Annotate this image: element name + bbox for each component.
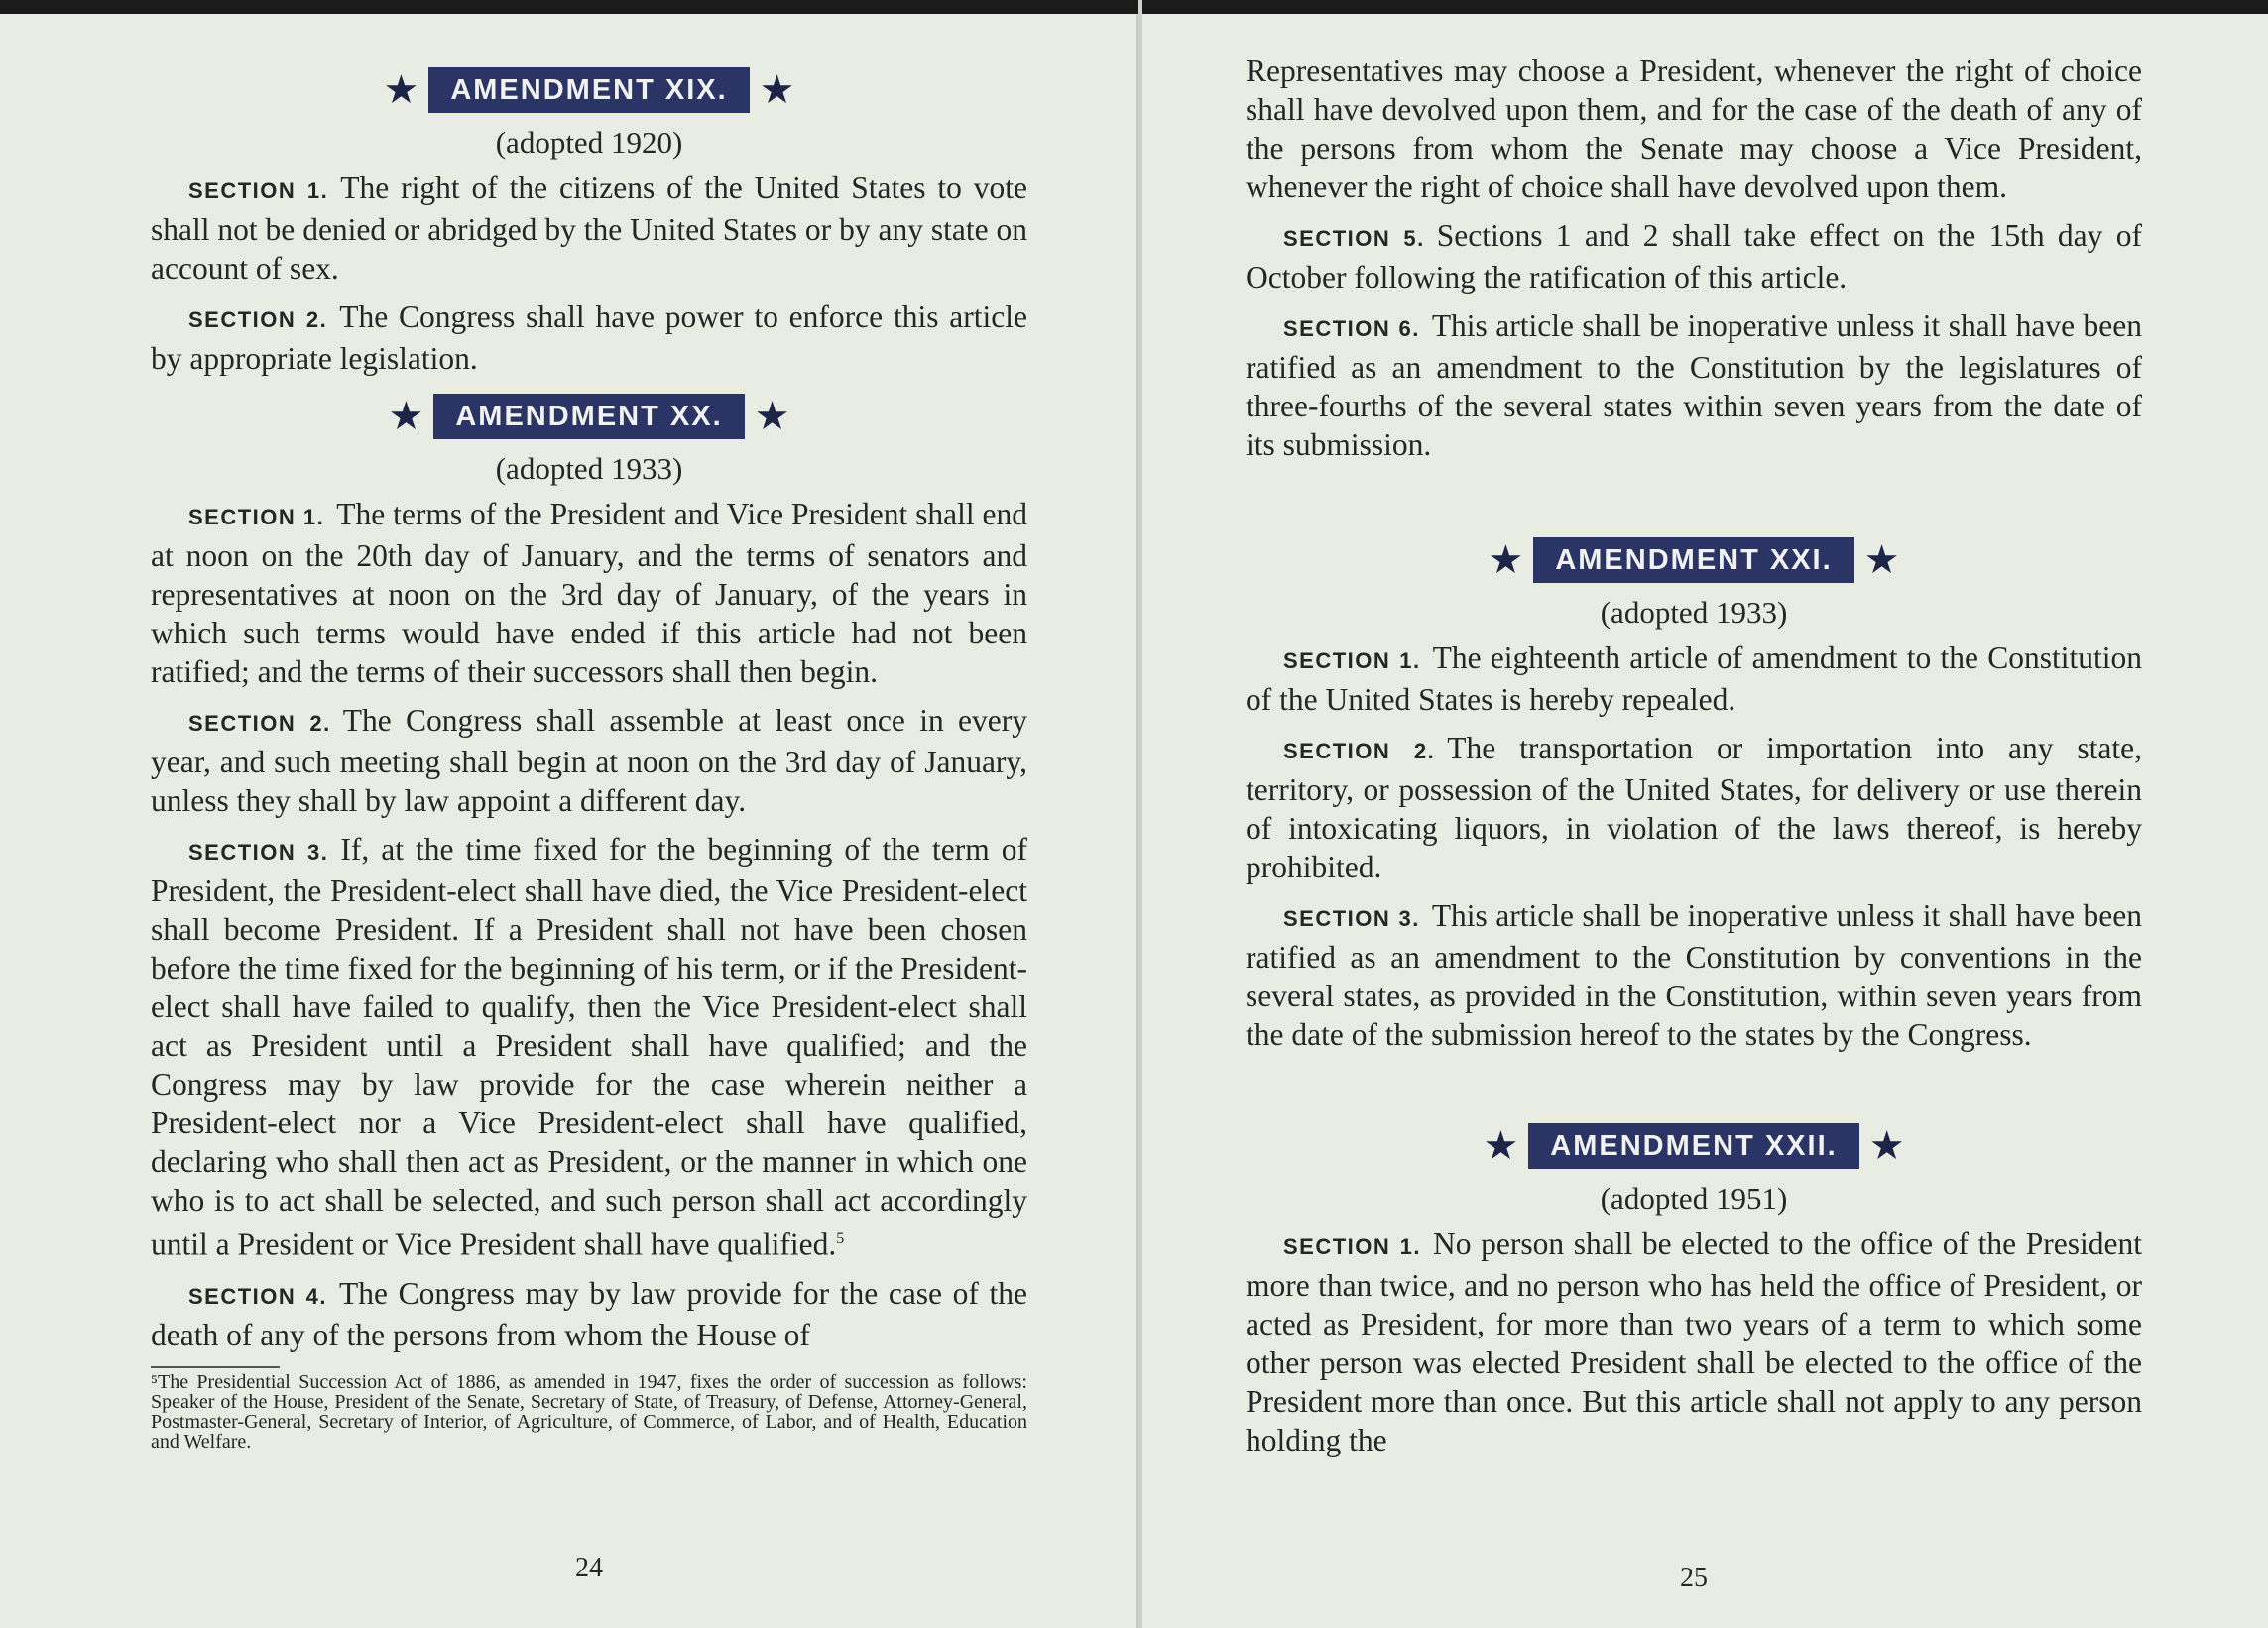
section-label: SECTION 1. (188, 505, 325, 529)
adopted-date: (adopted 1933) (495, 451, 683, 486)
section-text: This article shall be inoperative unless it shall have been ratified as an amendment to the Constitution by conventions in the several states, as provided in the Constitution, within seven years from the date of the submission hereof to the states by the Congress. (1246, 898, 2142, 1052)
page-number: 24 (575, 1553, 603, 1583)
section-label: SECTION 2. (1283, 739, 1436, 763)
section-paragraph (1246, 729, 2142, 886)
amendment-20 (151, 388, 1027, 487)
amendment-21 (1246, 531, 2142, 631)
adopted-date: (adopted 1920) (495, 125, 683, 160)
star-icon: ★ (1863, 537, 1900, 583)
right-column (1246, 52, 2142, 1469)
star-icon: ★ (1488, 537, 1524, 583)
spacer (1246, 474, 2142, 531)
section-paragraph (1246, 1224, 2142, 1459)
right-page (1142, 14, 2268, 1628)
left-page (0, 14, 1138, 1628)
section-label: SECTION 3. (1283, 906, 1420, 931)
footnote: ⁵The Presidential Succession Act of 1886, as amended in 1947, fixes the order of succession as follows: Speaker of the House, President of the Senate, Secretary of State, of Treasury, of Defense, Attorney-General, Postmaster-General, Secretary of Interior, of Agriculture, of Commerce, of Labor, and of Health, Education and Welfare. (151, 1370, 1027, 1453)
amendment-header (1246, 531, 2142, 589)
section-text: No person shall be elected to the office of the President more than twice, and no person who has held the office of President, or acted as President, for more than two years of a term to which some other person was elected President shall be elected to the office of the President more than once. But this article shall not apply to any person holding the (1246, 1226, 2143, 1457)
star-icon: ★ (1483, 1123, 1519, 1169)
adopted-date: (adopted 1933) (1600, 595, 1788, 630)
amendment-header (151, 61, 1027, 119)
star-icon: ★ (759, 67, 795, 113)
section-label: SECTION 6. (1283, 316, 1420, 341)
section-label: SECTION 3. (188, 840, 329, 865)
amendment-22 (1246, 1117, 2142, 1217)
section-text: The Congress shall have power to enforce this article by appropriate legislation. (151, 299, 1027, 376)
section-text: The Congress may by law provide for the case of the death of any of the persons from whom the House of (151, 1275, 1028, 1352)
adopted-date: (adopted 1951) (1600, 1181, 1788, 1216)
section-paragraph (1246, 216, 2142, 296)
section-paragraph (151, 1274, 1027, 1354)
amendment-title: AMENDMENT XXII. (1528, 1123, 1858, 1169)
section-paragraph (151, 297, 1027, 378)
section-paragraph (151, 169, 1027, 288)
section-label: SECTION 1. (188, 178, 329, 203)
section-paragraph (151, 495, 1027, 691)
continuation-paragraph: Representatives may choose a President, whenever the right of choice shall have devolved upon them, and for the case of the death of any of the persons from whom the Senate may choose a Vice President, whenever the right of choice shall have devolved upon them. (1246, 54, 2142, 204)
page-number: 25 (1680, 1563, 1708, 1593)
section-label: SECTION 1. (1283, 1234, 1422, 1259)
footnote-divider (151, 1366, 280, 1368)
section-paragraph (1246, 306, 2142, 464)
section-text: This article shall be inoperative unless it shall have been ratified as an amendment to the Constitution by the legislatures of three-fourths of the several states within seven years from the date of its submission. (1246, 308, 2142, 462)
amendment-title: AMENDMENT XIX. (428, 67, 749, 113)
section-label: SECTION 2. (188, 307, 328, 332)
amendment-title: AMENDMENT XX. (433, 394, 744, 439)
section-text: The Congress shall assemble at least once in every year, and such meeting shall begin at noon on the 3rd day of January, unless they shall by law appoint a different day. (151, 703, 1027, 818)
section-paragraph (1246, 896, 2142, 1054)
star-icon: ★ (388, 394, 424, 439)
section-label: SECTION 1. (1283, 648, 1421, 673)
amendment-19 (151, 61, 1027, 161)
section-label: SECTION 2. (188, 711, 331, 736)
star-icon: ★ (754, 394, 790, 439)
section-text: If, at the time fixed for the beginning of the term of President, the President-elect shall have died, the Vice President-elect shall become President. If a President shall not have been chosen before the time fixed for the beginning of his term, or if the President-elect shall have failed to qualify, then the Vice President-elect shall act as President until a President shall have qualified; and the Congress may by law provide for the case wherein neither a President-elect nor a Vice President-elect shall have qualified, declaring who shall then act as President, or the manner in which one who is to act shall be selected, and such person shall act accordingly until a President or Vice President shall have qualified. (151, 832, 1027, 1262)
section-text: The right of the citizens of the United States to vote shall not be denied or abridged by the United States or by any state on account of sex. (151, 171, 1027, 286)
section-text: Sections 1 and 2 shall take effect on the 15th day of October following the ratification of this article. (1246, 218, 2142, 294)
section-paragraph (151, 701, 1027, 820)
section-text: The transportation or importation into any state, territory, or possession of the United States, for delivery or use therein of intoxicating liquors, in violation of the laws thereof, is hereby prohibited. (1246, 731, 2143, 884)
section-paragraph (151, 830, 1027, 1264)
section-paragraph (1246, 639, 2142, 719)
star-icon: ★ (383, 67, 419, 113)
amendment-header (1246, 1117, 2142, 1175)
section-text: The terms of the President and Vice President shall end at noon on the 20th day of January, and the terms of senators and representatives at noon on the 3rd day of January, of the years in which such terms would have ended if this article had not been ratified; and the terms of their successors shall then begin. (151, 497, 1027, 689)
section-label: SECTION 4. (188, 1283, 327, 1309)
section-text: The eighteenth article of amendment to the Constitution of the United States is hereby repealed. (1246, 640, 2143, 717)
star-icon: ★ (1868, 1123, 1905, 1169)
amendment-title: AMENDMENT XXI. (1533, 537, 1853, 583)
footnote-ref: 5 (836, 1230, 845, 1247)
section-label: SECTION 5. (1283, 226, 1425, 251)
spacer (1246, 1064, 2142, 1117)
left-column (151, 61, 1027, 1452)
amendment-header (151, 388, 1027, 445)
